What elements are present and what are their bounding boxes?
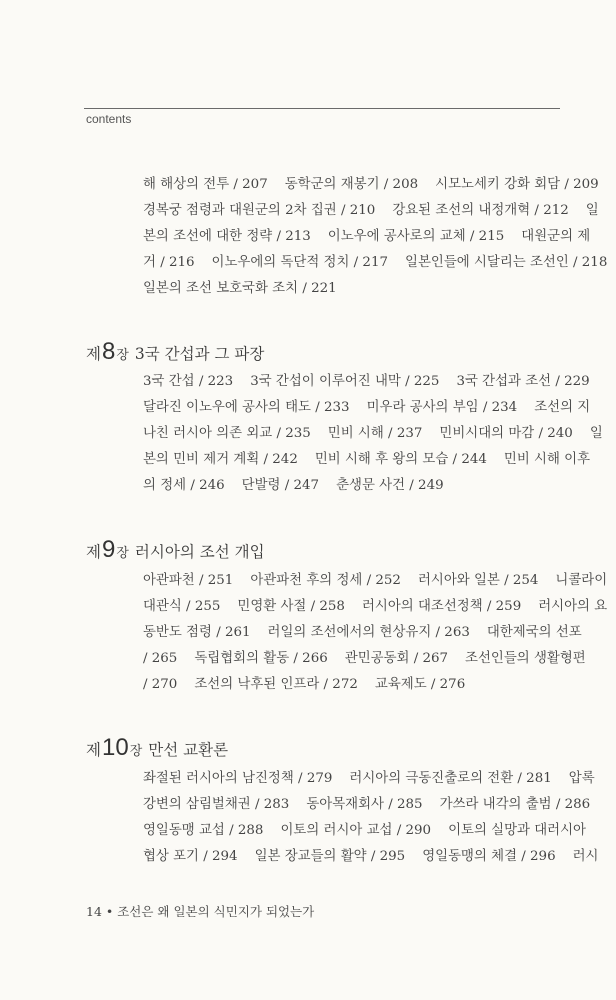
chapter-10-heading	[86, 734, 228, 762]
text-line: 대관식 / 255 민영환 사절 / 258 러시아의 대조선정책 / 259 러시아의 요	[143, 599, 608, 614]
chapter-8-heading	[86, 338, 264, 366]
chapter-number: 8	[101, 338, 116, 365]
chapter-prefix: 제	[86, 741, 101, 759]
chapter-prefix: 제	[86, 543, 101, 561]
chapter-10-entries	[143, 766, 599, 870]
text-line: 의 정세 / 246 단발령 / 247 춘생문 사건 / 249	[143, 478, 444, 493]
text-line: 나친 러시아 의존 외교 / 235 민비 시해 / 237 민비시대의 마감 / 240 일	[143, 426, 603, 441]
chapter-title: 만선 교환론	[148, 741, 229, 759]
text-line: 협상 포기 / 294 일본 장교들의 활약 / 295 영일동맹의 체결 / 296 러시	[143, 849, 599, 864]
text-line: 영일동맹 교섭 / 288 이토의 러시아 교섭 / 290 이토의 실망과 대러시아	[143, 823, 586, 838]
chapter-suffix: 장	[116, 348, 129, 363]
text-line: / 265 독립협회의 활동 / 266 관민공동회 / 267 조선인들의 생활형편	[143, 651, 586, 666]
section-label: contents	[86, 112, 132, 126]
page-footer: 14 • 조선은 왜 일본의 식민지가 되었는가	[86, 904, 315, 919]
chapter-title: 러시아의 조선 개입	[134, 543, 265, 561]
chapter-number: 10	[101, 734, 129, 761]
intro-text-block	[143, 172, 608, 302]
text-line: 거 / 216 이노우에의 독단적 정치 / 217 일본인들에 시달리는 조선인 / 218	[143, 255, 608, 270]
text-line: 달라진 이노우에 공사의 태도 / 233 미우라 공사의 부임 / 234 조선의 지	[143, 400, 591, 415]
text-line: / 270 조선의 낙후된 인프라 / 272 교육제도 / 276	[143, 677, 466, 692]
text-line: 경복궁 점령과 대원군의 2차 집권 / 210 강요된 조선의 내정개혁 / 212 일	[143, 203, 599, 218]
text-line: 3국 간섭 / 223 3국 간섭이 이루어진 내막 / 225 3국 간섭과 조선 / 229	[143, 374, 590, 389]
text-line: 강변의 삼림벌채권 / 283 동아목재회사 / 285 가쓰라 내각의 출범 / 286	[143, 797, 591, 812]
text-line: 아관파천 / 251 아관파천 후의 정세 / 252 러시아와 일본 / 254 니콜라이	[143, 573, 608, 588]
text-line: 본의 조선에 대한 정략 / 213 이노우에 공사로의 교체 / 215 대원군의 제	[143, 229, 591, 244]
chapter-prefix: 제	[86, 345, 101, 363]
text-line: 해 해상의 전투 / 207 동학군의 재봉기 / 208 시모노세키 강화 회담 / 209	[143, 177, 599, 192]
text-line: 일본의 조선 보호국화 조치 / 221	[143, 281, 337, 296]
chapter-title: 3국 간섭과 그 파장	[134, 345, 265, 363]
header-rule	[84, 108, 560, 109]
chapter-suffix: 장	[116, 546, 129, 561]
text-line: 좌절된 러시아의 남진정책 / 279 러시아의 극동진출로의 전환 / 281 압록	[143, 771, 595, 786]
text-line: 동반도 점령 / 261 러일의 조선에서의 현상유지 / 263 대한제국의 선포	[143, 625, 582, 640]
chapter-8-entries	[143, 369, 603, 499]
chapter-number: 9	[101, 536, 116, 563]
chapter-suffix: 장	[129, 744, 143, 759]
text-line: 본의 민비 제거 계획 / 242 민비 시해 후 왕의 모습 / 244 민비 시해 이후	[143, 452, 591, 467]
chapter-9-entries	[143, 568, 608, 698]
chapter-9-heading	[86, 536, 265, 564]
